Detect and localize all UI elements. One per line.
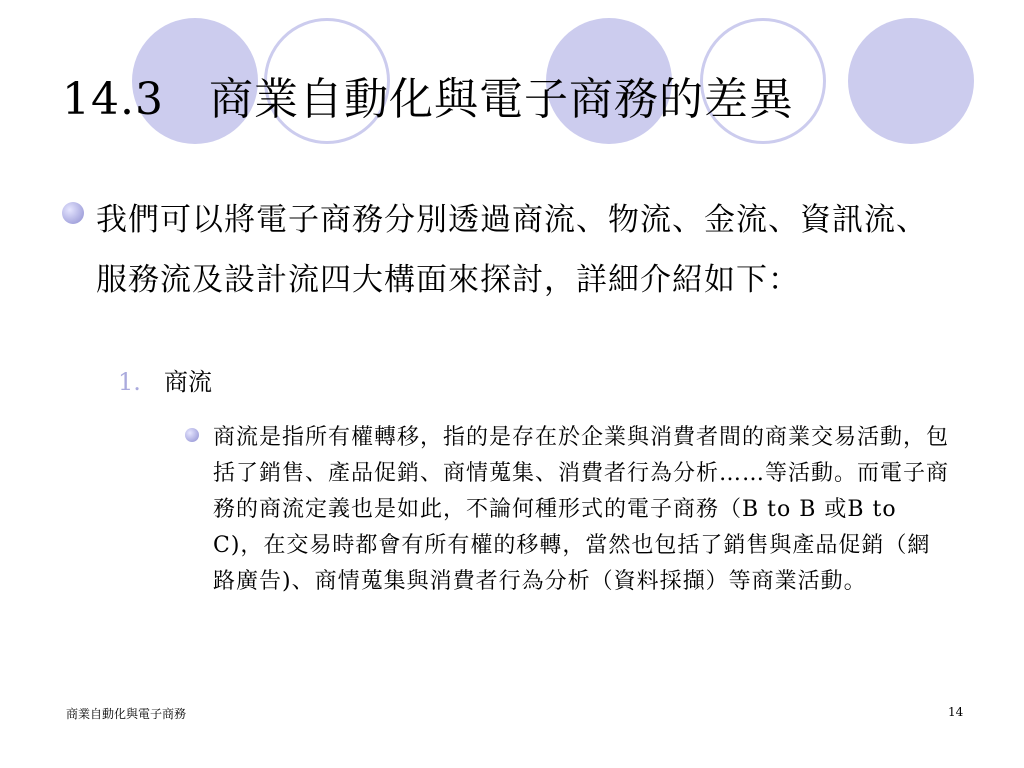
- page-number: 14: [948, 705, 964, 719]
- sub-bullet-text: 商流是指所有權轉移，指的是存在於企業與消費者間的商業交易活動，包括了銷售、產品促銷、商情蒐集、消費者行為分析……等活動。而電子商務的商流定義也是如此，不論何種形式的電子商務（B to B 或B to C)，在交易時都會有所有權的移轉，當然也包括了銷售與產品促銷（網路廣告)、商情蒐集與消費者行為分析（資料採擷）等商業活動。: [213, 425, 950, 594]
- item-number: 1.: [118, 368, 141, 396]
- footer-title: 商業自動化與電子商務: [66, 707, 187, 721]
- numbered-item: [118, 362, 212, 402]
- bullet-text: 我們可以將電子商務分別透過商流、物流、金流、資訊流、服務流及設計流四大構面來探討，詳細介紹如下：: [96, 202, 928, 298]
- slide-title: 14.3 商業自動化與電子商務的差異: [62, 74, 794, 125]
- item-label: 商流: [164, 368, 212, 396]
- bullet-icon: [62, 202, 84, 224]
- bullet-icon: [185, 428, 199, 442]
- decorative-circle: [848, 18, 974, 144]
